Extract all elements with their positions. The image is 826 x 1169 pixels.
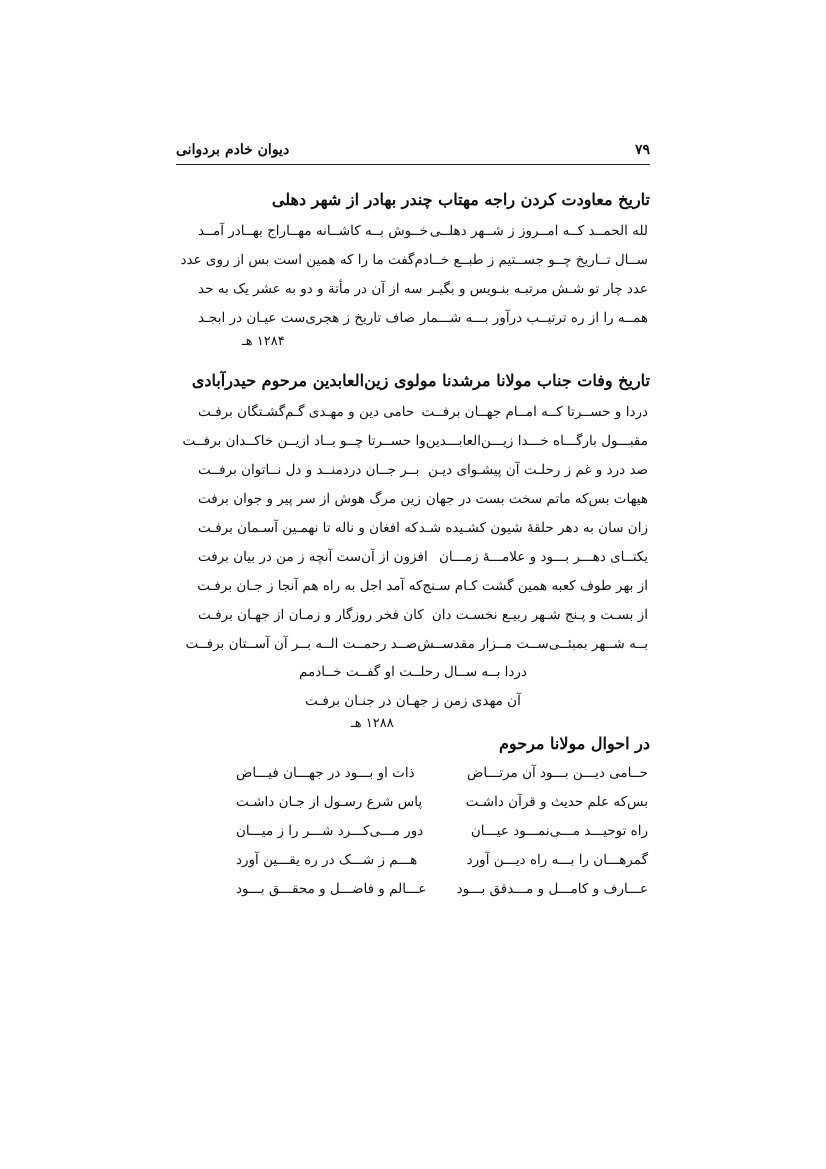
hemistich-first: گمرهـــان را بـــه راه دیـــن آورد xyxy=(466,851,648,868)
hemistich-second: که آمد اجل به راه هم آنجا ز جـان برفـت xyxy=(197,577,423,594)
couplet xyxy=(176,455,650,484)
hemistich-second: پاس شرع رسـول از جـان داشـت xyxy=(236,793,423,810)
couplet xyxy=(176,303,650,332)
couplet xyxy=(176,600,650,629)
date-label: ۱۲۸۴ هـ xyxy=(242,334,285,349)
hemistich-second: افزون از آن‌ست آنچه ز من در بیان برفت xyxy=(198,548,428,565)
couplet xyxy=(176,274,650,303)
hemistich-second: عـــالم و فاضـــل و محقـــق بـــود xyxy=(236,880,427,897)
section-heading: تاریخ معاودت کردن راجه مهتاب چندر بهادر از شهر دهلی xyxy=(271,190,650,209)
hemistich-first: راه توحیـــد مـــی‌نمـــود عیـــان xyxy=(470,822,648,839)
hemistich-second: گفت ما را که همین است بس از روی عدد xyxy=(180,251,415,268)
page-header xyxy=(176,142,650,165)
hemistich-first: از بهر طوف کعبه همین گشت کـام سـنج xyxy=(422,577,648,594)
couplet xyxy=(176,787,650,816)
couplet xyxy=(176,397,650,426)
couplet xyxy=(176,816,650,845)
hemistich-first: هیهات بس‌که ماتم سخت بست در جهان xyxy=(425,490,648,507)
closing-line: آن مهدی زمن ز جهـان در جنـان برفـت xyxy=(305,693,521,709)
hemistich-second: بــر جــان دردمنــد و دل نــاتوان برفــت xyxy=(198,461,420,478)
hemistich-second: هـــم ز شـــک در ره یقـــین آورد xyxy=(236,851,418,868)
hemistich-second: خــوش بــه کاشــانه مهــاراج بهــادر آمــد xyxy=(198,222,428,239)
hemistich-first: مقبـــول بارگـــاه خـــدا زیـــن‌العابـــدین xyxy=(425,432,648,449)
couplet xyxy=(176,845,650,874)
poem-section-2 xyxy=(176,371,650,740)
section-heading: تاریخ وفات جناب مولانا مرشدنا مولوی زین‌العابدین مرحوم حیدرآبادی xyxy=(191,371,650,390)
couplet xyxy=(176,513,650,542)
hemistich-first: از بسـت و پـنج شـهر ربیـع نخسـت دان xyxy=(431,606,648,623)
hemistich-second: سه از آن در مأتة و دو به عشر یک به حد xyxy=(198,280,423,297)
couplet xyxy=(176,629,650,658)
hemistich-second: کان فخر روزگار و زمـان از جهـان برفـت xyxy=(198,606,424,623)
hemistich-first: دردا و حســرتا کــه امــام جهــان برفــت xyxy=(421,403,648,420)
page-number: ۷۹ xyxy=(634,142,650,158)
couplet xyxy=(176,874,650,903)
hemistich-first: عدد چار تو شـش مرتبـه بنـویس و بگیـر xyxy=(427,280,648,297)
hemistich-first: بــه شــهر بمبئــی‌ســت مــزار مقدســش xyxy=(417,635,648,652)
hemistich-first: زان سان به دهر حلقهٔ شیون کشـیده شـد xyxy=(418,519,648,536)
closing-line: دردا بــه ســال رحلــت او گفــت خــادمم xyxy=(299,664,527,680)
hemistich-first: لله الحمــد کــه امــروز ز شــهر دهلــی xyxy=(429,222,648,239)
hemistich-first: عـــارف و کامـــل و مـــدقق بـــود xyxy=(456,880,648,897)
couplet xyxy=(176,484,650,513)
couplet xyxy=(176,245,650,274)
hemistich-first: ســال تــاریخ چــو جســتیم ز طبــع خــادم xyxy=(414,251,648,268)
hemistich-first: حــامی دیـــن بـــود آن مرتـــاض xyxy=(467,764,648,781)
hemistich-second: وا حســرتا چــو بــاد ازیــن خاکــدان برفــت xyxy=(182,432,426,449)
couplet xyxy=(176,542,650,571)
section-heading: در احوال مولانا مرحوم xyxy=(499,734,650,753)
running-title: دیوان خادم بردوانی xyxy=(176,142,290,158)
hemistich-second: که افغان و ناله تا نهمـین آسـمان برفـت xyxy=(198,519,418,536)
hemistich-second: صــد رحمــت الــه بــر آن آســتان برفــت xyxy=(185,635,418,652)
hemistich-second: دور مـــی‌کـــرد شـــر را ز میـــان xyxy=(236,822,424,839)
hemistich-first: همــه را از ره ترتیــب درآور بـــه شـــمار xyxy=(419,309,648,326)
couplet xyxy=(176,426,650,455)
hemistich-second: ذات او بـــود در جهـــان فیـــاض xyxy=(236,764,415,781)
poem-section-1 xyxy=(176,190,650,356)
couplet xyxy=(176,758,650,787)
couplet xyxy=(176,216,650,245)
hemistich-first: یکتــای دهـــر بـــود و علامـــهٔ زمـــان xyxy=(439,548,648,565)
hemistich-first: صد درد و غم ز رحلـت آن پیشـوای دیـن xyxy=(428,461,648,478)
hemistich-second: حامی دین و مهـدی گـم‌گشـتگان برفـت xyxy=(198,403,415,420)
hemistich-second: زین مرگ هوش از سر پیر و جوان برفت xyxy=(198,490,421,507)
hemistich-second: صاف تاریخ ز هجری‌ست عیـان در ابجـد xyxy=(198,309,416,326)
date-label: ۱۲۸۸ هـ xyxy=(351,716,394,731)
hemistich-first: بس‌که علم حدیث و قرآن داشـت xyxy=(465,793,648,810)
couplet xyxy=(176,571,650,600)
poem-section-3 xyxy=(176,734,650,903)
